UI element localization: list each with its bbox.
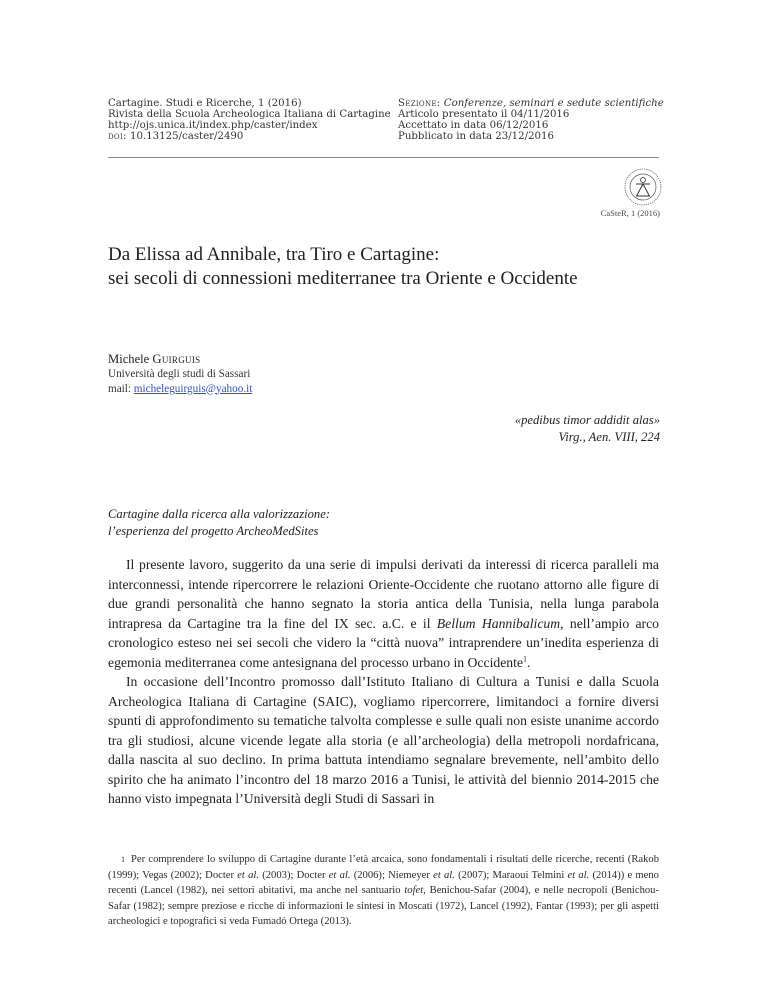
journal-info [108, 98, 391, 142]
body-text [108, 555, 659, 809]
title-line-2: sei secoli di connessioni mediterranee tra Oriente e Occidente [108, 268, 578, 289]
paragraph-1: Il presente lavoro, suggerito da una serie di impulsi derivati da interessi di ricerca paralleli ma interconnessi, intende ripercorrere le relazioni Oriente-Occidente che ruotano attorno alle figure di due grandi personalità che hanno segnato la storia antica della Tunisia, nella lunga parabola intrapresa da Cartagine tra la fine del IX sec. a.C. e il Bellum Hannibalicum, nell’ampio arco cronologico esteso nei sei secoli che videro la “città nuova” intraprendere un’inedita esperienza di egemonia mediterranea come antesignana del processo urbano in Occidente$^1$. [108, 557, 659, 670]
article-title [108, 243, 668, 291]
publisher-name: Rivista della Scuola Archeologica Italiana di Cartagine [108, 109, 391, 120]
caster-seal-icon [623, 167, 663, 207]
epigraph-quote: «pedibus timor addidit alas» [514, 413, 660, 427]
caster-label: CaSteR, 1 (2016) [600, 208, 660, 218]
footnote-ref[interactable]: 1 [523, 653, 528, 663]
epigraph [515, 412, 660, 446]
submitted-date: Articolo presentato il 04/11/2016 [398, 109, 570, 120]
header-divider [108, 157, 659, 158]
journal-name: Cartagine. Studi e Ricerche, 1 (2016) [108, 98, 302, 109]
section-line [398, 98, 678, 109]
section-label: Sezione: [398, 98, 441, 109]
title-line-1: Da Elissa ad Annibale, tra Tiro e Cartagine: [108, 244, 440, 265]
author-block [108, 352, 252, 396]
author-email-link[interactable]: micheleguirguis@yahoo.it [133, 382, 253, 395]
footnote-number: 1 [121, 855, 125, 864]
section-heading-line-2: l’esperienza del progetto ArcheoMedSites [108, 524, 319, 538]
footnote-1: $^1$ Per comprendere lo sviluppo di Cartagine durante l’età arcaica, sono fondamentali i risultati delle ricerche, recenti (Rakob (1999); Vegas (2002); Docter et al. (2003); Docter et al. (2006); Niemeyer et al. (2007); Maraoui Telmini et al. (2014)) e meno recenti (Lancel (1982), nei settori abitativi, ma anche nel santuario tofet, Benichou-Safar (2004), e nelle necropoli (Benichou-Safar (1982); sempre preziose e ricche di informazioni le sintesi in Moscati (1972), Lancel (1992), Fantar (1993); per gli aspetti archeologici e topografici si veda Fumadó Ortega (2013). [108, 854, 659, 927]
author-last-name: Guirguis [152, 352, 201, 366]
doi-value[interactable]: 10.13125/caster/2490 [130, 131, 244, 142]
epigraph-source: Virg., Aen. VIII, 224 [558, 430, 660, 444]
journal-url[interactable]: http://ojs.unica.it/index.php/caster/index [108, 120, 318, 131]
doi-label: doi: [108, 131, 127, 142]
author-name [108, 352, 252, 367]
mail-label: mail: [108, 382, 131, 395]
published-date: Pubblicato in data 23/12/2016 [398, 131, 554, 142]
author-mail [108, 382, 252, 397]
section-heading-line-1: Cartagine dalla ricerca alla valorizzazione: [108, 507, 331, 521]
section-heading [108, 506, 330, 540]
paragraph-2: In occasione dell’Incontro promosso dall’Istituto Italiano di Cultura a Tunisi e dalla Scuola Archeologica Italiana di Cartagine (SAIC), vogliamo ripercorrere, limitandoci a fornire diversi spunti di approfondimento su tematiche talvolta complesse e sulle quali non esiste unanime accordo tra gli studiosi, alcune vicende legate alla storia (e all’archeologia) della metropoli nordafricana, dalla nascita al suo declino. In prima battuta intendiamo segnalare brevemente, nell’ambito dello spirito che ha animato l’incontro del 18 marzo 2016 a Tunisi, le attività del biennio 2014-2015 che hanno visto impegnata l’Università degli Studi di Sassari in [108, 674, 659, 806]
doi-line [108, 131, 378, 142]
author-affiliation: Università degli studi di Sassari [108, 368, 251, 380]
section-value: Conferenze, seminari e sedute scientifiche [443, 98, 664, 109]
author-first-name: Michele [108, 352, 150, 366]
article-dates [398, 98, 678, 142]
accepted-date: Accettato in data 06/12/2016 [398, 120, 549, 131]
